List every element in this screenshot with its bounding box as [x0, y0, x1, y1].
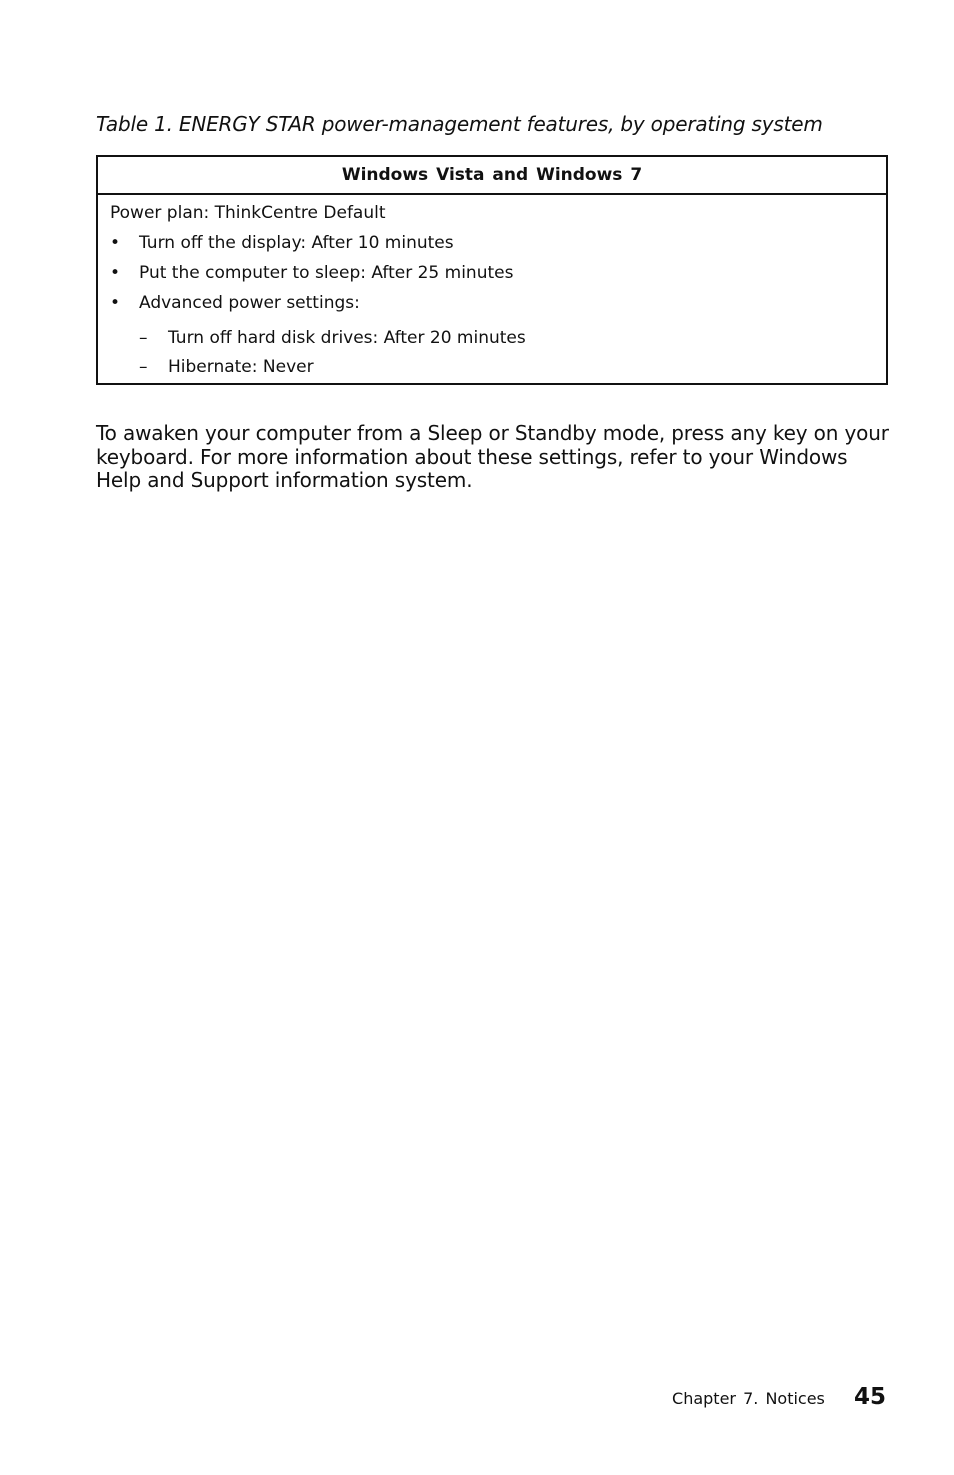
sub-list-item-text: Hibernate: Never — [168, 357, 314, 377]
list-item-text: Put the computer to sleep: After 25 minutes — [139, 263, 514, 283]
chapter-label: Chapter 7. Notices — [672, 1389, 825, 1408]
page-number: 45 — [853, 1384, 886, 1410]
list-item — [110, 293, 874, 377]
advanced-settings-list — [139, 328, 874, 377]
body-paragraph: To awaken your computer from a Sleep or Standby mode, press any key on your keyboard. For more information about these settings, refer to your Windows Help and Support information system. — [96, 421, 889, 492]
sub-list-item-text: Turn off hard disk drives: After 20 minutes — [168, 328, 526, 348]
table-header-cell: Windows Vista and Windows 7 — [97, 156, 887, 194]
sub-list-item — [139, 328, 874, 348]
page-footer — [672, 1384, 886, 1410]
bullet-icon: • — [110, 263, 121, 283]
list-item — [110, 233, 874, 253]
bullet-icon: • — [110, 233, 121, 253]
dash-icon: – — [139, 357, 148, 377]
bullet-icon: • — [110, 293, 121, 313]
list-item-text: Advanced power settings: — [139, 293, 360, 313]
table-cell — [97, 194, 887, 384]
dash-icon: – — [139, 328, 148, 348]
energy-star-table — [96, 155, 888, 385]
table-row — [97, 194, 887, 384]
sub-list-item — [139, 357, 874, 377]
table-header-row — [97, 156, 887, 194]
settings-list — [110, 233, 874, 377]
power-plan-text: Power plan: ThinkCentre Default — [110, 203, 386, 223]
table-caption: Table 1. ENERGY STAR power-management features, by operating system — [96, 112, 823, 136]
list-item — [110, 263, 874, 283]
list-item-text: Turn off the display: After 10 minutes — [139, 233, 454, 253]
